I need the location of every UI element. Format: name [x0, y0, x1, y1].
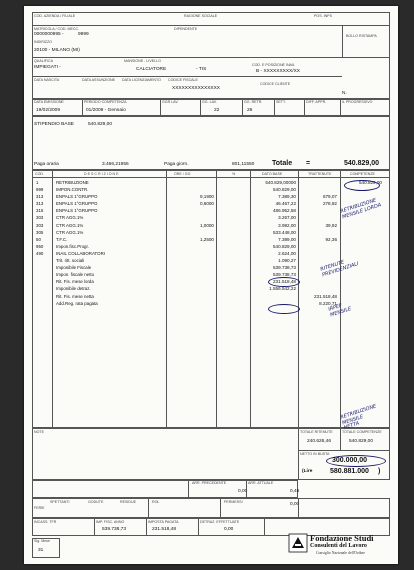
divider: [304, 98, 305, 116]
gg-lav-label: GGR LAV.: [162, 100, 179, 104]
arr-prec-label: ARR. PRECEDENTE: [192, 481, 227, 485]
paga-giorn-value: 801,11550: [232, 162, 255, 167]
row-code: 315: [36, 208, 44, 214]
row-code: 1: [36, 180, 39, 185]
divider: [188, 480, 189, 498]
divider: [242, 98, 243, 116]
row-desc: CTR AGG.1%: [56, 229, 84, 235]
netto-label: NETTO IN BUSTA: [300, 452, 330, 456]
matricola-label: MATRICOLA / COD. MECC.: [34, 27, 80, 31]
row-code: 303: [36, 222, 44, 228]
company-label: COD. AZIENDA / FILIALE: [34, 14, 76, 18]
divider: [52, 170, 53, 428]
divider: [32, 76, 342, 77]
logo-name: Fondazione Studi: [310, 533, 374, 543]
ferie-label: FERIE: [34, 506, 45, 510]
arr-att2-value: 0,00: [290, 502, 300, 507]
row-desc: ENPALS 1°GRUPPO: [56, 194, 98, 200]
row-desc: CTR AGG.1%: [56, 222, 84, 228]
row-code: 303: [36, 215, 44, 221]
spettanti-label: SPETTANTI: [50, 500, 70, 504]
row-trattenute: 679,07: [322, 194, 337, 200]
cod-fiscale-label: COD. E POSIZIONE INAIL: [252, 63, 295, 67]
divider: [82, 98, 83, 116]
row-desc: Imponibile Fiscale: [56, 265, 92, 271]
data-licenz-label: DATA LICENZIAMENTO: [122, 78, 161, 82]
sig-label: Sig. Mese: [34, 539, 50, 543]
divider: [94, 518, 95, 536]
row-base: 2.624,00: [278, 250, 296, 256]
row-desc: INAIL COLLABORATORI: [56, 250, 105, 256]
circle-mark: [344, 180, 380, 191]
matricola-value: 0000000995 -: [34, 32, 64, 37]
annotation-gross: RETRIBUZIONE MENSILE LORDA: [339, 197, 382, 221]
th-descr: D E S C R I Z I O N E: [84, 172, 119, 176]
gg-value: 22: [214, 108, 220, 113]
row-base: 46.467,22: [275, 201, 296, 207]
ferie-box: [32, 498, 390, 518]
row-perc: 9,1900: [199, 194, 214, 200]
detraz-label: DETRAZ. EFFETTUATE: [200, 520, 240, 524]
row-base: 533.448,00: [273, 229, 296, 235]
ragione-label: RAGIONE SOCIALE: [184, 14, 218, 18]
row-code: 313: [36, 194, 44, 200]
arr-att-value: 0,46: [290, 489, 300, 494]
perm-label: PERMESSI: [224, 500, 243, 504]
row-desc: CTR AGG.1%: [56, 215, 84, 221]
divider: [220, 498, 221, 518]
row-code: 999: [36, 187, 44, 192]
row-desc: Rit. Fis. mese lorda: [56, 279, 94, 285]
th-cod: COD.: [35, 172, 44, 176]
data-assunzione-label: DATA ASSUNZIONE: [82, 78, 116, 82]
sig-value: 31: [38, 548, 44, 553]
row-base: 3.992,00: [278, 222, 296, 228]
data-value: 19/02/2009: [36, 108, 61, 113]
row-code: 950: [36, 243, 44, 249]
row-desc: ENPALS 1°GRUPPO: [56, 208, 98, 214]
row-base: 1.556.542,22: [269, 286, 296, 292]
imp-ded-label: IMPOSTA PAGATA: [148, 520, 179, 524]
diff-label: DIFF. APPR.: [306, 100, 327, 104]
imp-fisc-label: IMP. FISC. ANNO: [96, 520, 125, 524]
row-trattenute: 92,36: [325, 236, 337, 242]
divider: [264, 518, 265, 536]
row-perc: 0,6000: [199, 201, 214, 207]
totale-trat-value: 240.626,46: [307, 439, 332, 444]
cod-fiscale-value: B - XXXXXXXXX/XX: [256, 69, 300, 74]
gg-lav2-label: GG. LAV.: [202, 100, 217, 104]
lire-close: ): [378, 468, 381, 475]
city-value: 20100 - MILANO (MI): [34, 48, 80, 53]
n-label: N.: [342, 91, 347, 96]
scatti-label: IL PROGRESSIVO: [342, 100, 373, 104]
base-value: 540.829,00: [88, 122, 113, 127]
arr-prec-value: 0,00: [238, 489, 248, 494]
paga-giorn-label: Paga giorn.: [164, 162, 189, 167]
divider: [166, 170, 167, 428]
code-value: 9999: [78, 32, 89, 37]
row-code: 490: [36, 250, 44, 256]
row-desc: Rit. Fis. mese netta: [56, 293, 94, 299]
lire-label: (Lire: [302, 469, 313, 474]
divider: [32, 57, 390, 58]
periodo-label: PERIODO COMPETENZA: [84, 100, 127, 104]
annotation-net: RETRIBUZIONE MENSILE NETTA: [339, 403, 378, 432]
rol-label: ROL: [152, 500, 160, 504]
divider: [160, 98, 161, 116]
totale-label: Totale: [272, 160, 293, 167]
totale-eq: =: [306, 160, 311, 167]
fondazione-logo-icon: [288, 533, 308, 553]
row-code: 313: [36, 201, 44, 207]
row-base: 486.952,58: [273, 208, 296, 214]
inc-label: INCASS. TFR: [34, 520, 57, 524]
totale-value: 540.829,00: [344, 160, 380, 167]
divider: [216, 170, 217, 428]
qualifica-label: QUALIFICA: [34, 59, 53, 63]
totale-comp-value: 540.829,00: [349, 439, 374, 444]
row-base: 231.518,48: [273, 279, 296, 285]
divider: [146, 518, 147, 536]
divider: [340, 98, 341, 116]
indirizzo-label: INDIRIZZO: [34, 40, 52, 44]
circle-mark: [268, 304, 300, 314]
divider: [198, 518, 199, 536]
row-code: 305: [36, 229, 44, 235]
row-desc: Imponibile detraz.: [56, 286, 91, 292]
row-trattenute: 8.220,71: [319, 300, 337, 306]
logo-tag: Consiglio Nazionale dell'Ordine: [316, 551, 365, 555]
netto-value: 300.000,00: [332, 457, 368, 464]
note-label: NOTE: [34, 430, 44, 434]
row-base: 539.738,73: [273, 265, 296, 271]
divider: [298, 498, 299, 518]
bollo-label: BOLLO RISTAMPA: [346, 34, 377, 38]
th-perc: %: [232, 172, 236, 176]
divider: [298, 428, 299, 480]
row-desc: Trit. ritt. sociali: [56, 258, 85, 263]
divider: [246, 480, 247, 498]
row-competenze: 540.829,00: [359, 180, 382, 185]
divider: [32, 25, 390, 26]
row-base: 540.829,00: [273, 243, 296, 249]
row-desc: IMPON.CONTR.: [56, 187, 89, 192]
row-desc: Impon.fisc.Progr.: [56, 243, 89, 249]
divider: [298, 450, 390, 451]
divider: [250, 170, 251, 428]
mansione-label: MANSIONE - LIVELLO: [124, 59, 161, 63]
row-base: 3.267,00: [278, 215, 296, 221]
divider: [148, 498, 149, 518]
payslip-sheet: [24, 6, 398, 564]
imp-fisc-value: 539.738,73: [102, 527, 127, 532]
paga-oraria-label: Paga oraria: [34, 162, 59, 167]
row-desc: Add.Reg. rata pagata: [56, 300, 98, 306]
gg-retr-value: 26: [247, 108, 253, 113]
row-desc: T.F.C.: [56, 236, 68, 242]
dipendente-label: DIPENDENTE: [174, 27, 198, 31]
base-label: STIPENDIO BASE: [34, 122, 74, 127]
totale-comp-label: TOTALE COMPETENZE: [342, 430, 382, 434]
divider: [274, 98, 275, 116]
qualifica-value: IMPIEGATI -: [34, 65, 61, 70]
row-desc: RETRIBUZIONE: [56, 180, 89, 185]
circle-mark: [268, 277, 300, 287]
annotation-irpef: IRPEF MENSILE: [327, 302, 353, 319]
th-trat: TRATTENUTE: [308, 172, 332, 176]
residue-label: RESIDUE: [120, 500, 136, 504]
codice-cliente-label: CODICE CLIENTE: [260, 82, 291, 86]
detraz-value: 0,00: [224, 527, 234, 532]
row-desc: ENPALS 1°GRUPPO: [56, 201, 98, 207]
row-base: 7.389,00: [278, 236, 296, 242]
row-code: 50: [36, 236, 41, 242]
row-base: 540.829,00000: [265, 180, 296, 185]
livello-value: - TIS: [196, 67, 207, 72]
mansione-value: CALCIATORE: [136, 67, 167, 72]
row-base: 7.389,30: [278, 194, 296, 200]
divider: [342, 25, 343, 57]
th-comp: COMPETENZE: [350, 172, 375, 176]
logo-sub: Consulenti del Lavoro: [310, 543, 367, 549]
data-nascita-label: DATA NASCITA: [34, 78, 60, 82]
gg-retr-label: GG. RETR.: [244, 100, 263, 104]
th-ore: ORE / GG: [174, 172, 191, 176]
row-base: 540.829,00: [273, 187, 296, 192]
divider: [32, 177, 390, 178]
row-trattenute: 278,92: [322, 201, 337, 207]
sett-label: SETT.: [276, 100, 286, 104]
totale-trat-label: TOTALE RITENUTE: [300, 430, 333, 434]
annotation-contrib: RITENUTE PREVIDENZIALI: [319, 259, 360, 279]
row-perc: 1,0000: [199, 222, 214, 228]
data-label: DATA EMISSIONE: [34, 100, 64, 104]
lire-value: 580.881.000: [330, 468, 369, 475]
row-base: 1.090,27: [278, 258, 296, 263]
paga-oraria-value: 3.466,21955: [102, 162, 129, 167]
base-box: [32, 116, 390, 170]
divider: [200, 98, 201, 116]
row-perc: 1,2500: [199, 236, 214, 242]
periodo-value: 01/2009 - Gennaio: [86, 108, 126, 113]
row-trattenute: 231.518,48: [314, 293, 337, 299]
row-trattenute: 39,92: [325, 222, 337, 228]
codice-fiscale-value: XXXXXXXXXXXXXXX: [172, 86, 220, 91]
row-base: 539.738,73: [273, 272, 296, 278]
imp-ded-value: 231.518,48: [152, 527, 177, 532]
godute-label: GODUTE: [88, 500, 104, 504]
th-base: DATO BASE: [262, 172, 283, 176]
divider: [298, 170, 299, 428]
divider: [340, 428, 341, 450]
arr-att-label: ARR. ATTUALE: [248, 481, 274, 485]
codice-fiscale-label: CODICE FISCALE: [168, 78, 198, 82]
row-desc: Impon. fiscale netto: [56, 272, 95, 278]
pos-label: POS. INPS: [314, 14, 332, 18]
